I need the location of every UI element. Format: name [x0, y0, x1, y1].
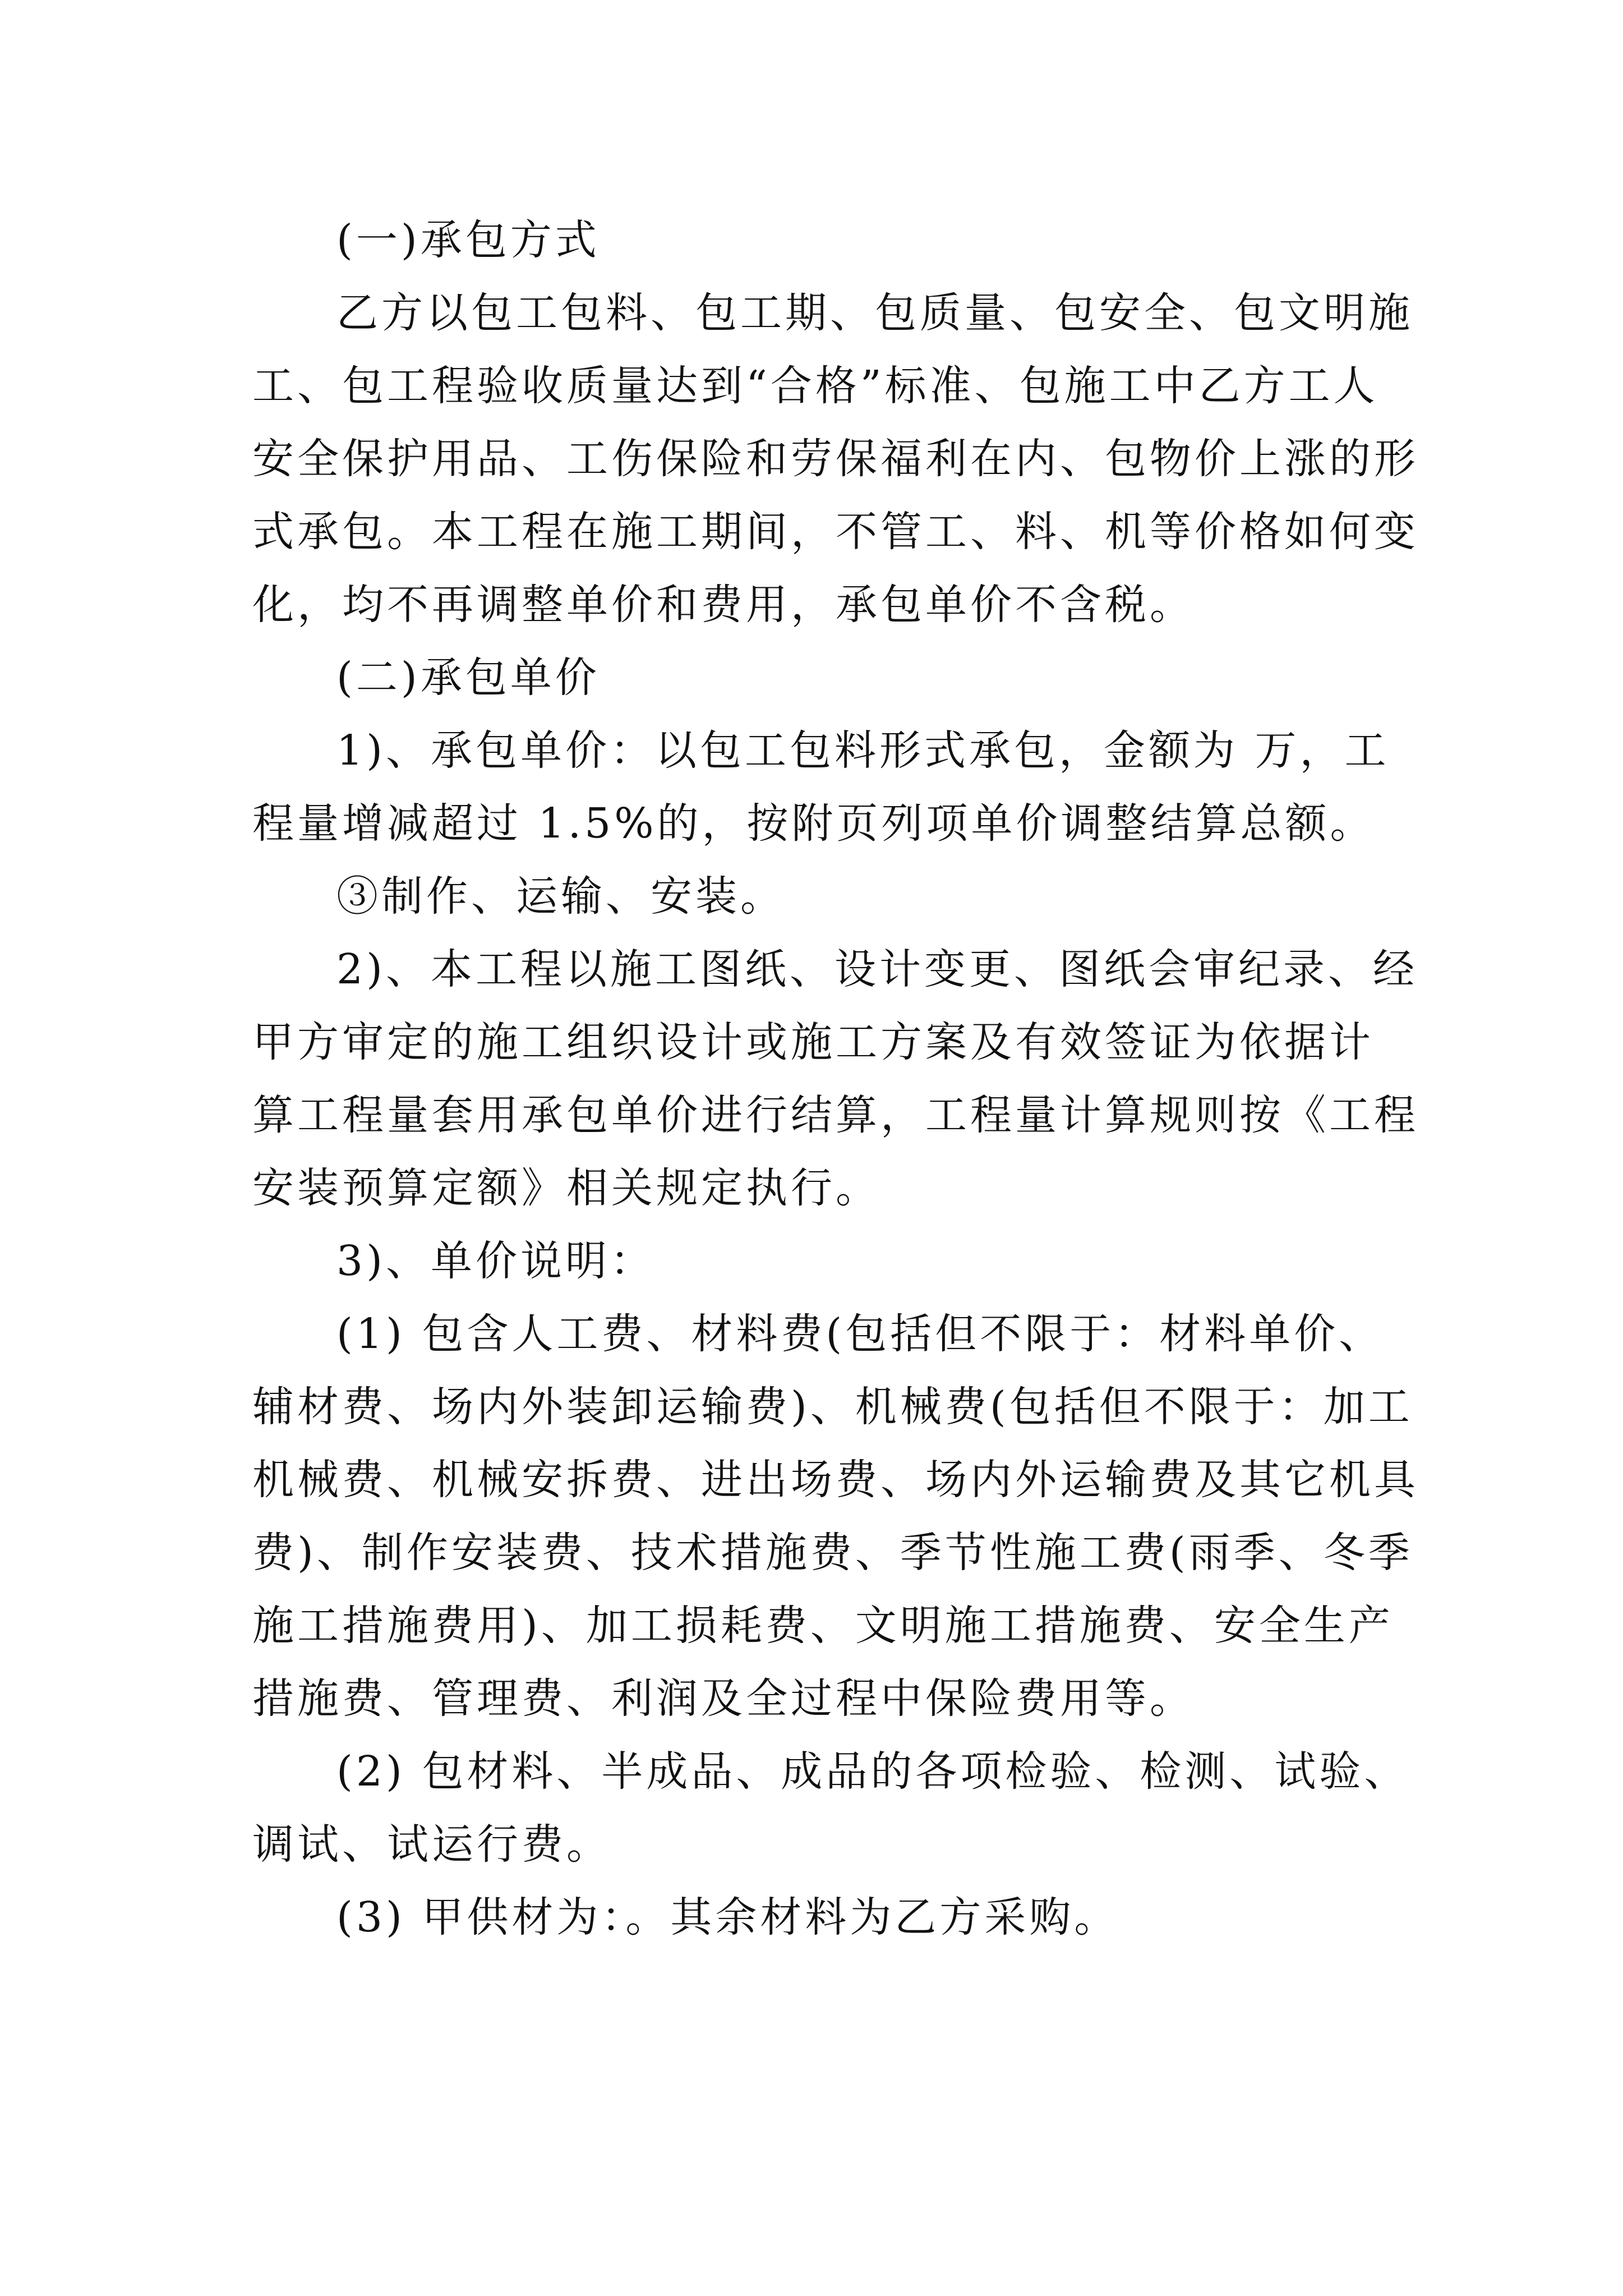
heading-contract-method: (一)承包方式 — [336, 216, 600, 264]
paragraph-line: 措施费、管理费、利润及全过程中保险费用等。 — [252, 1674, 1195, 1723]
paragraph-line: 程量增减超过 1.5%的，按附页列项单价调整结算总额。 — [252, 799, 1375, 848]
paragraph-line: 1)、承包单价：以包工包料形式承包，金额为 万，工 — [336, 726, 1390, 775]
paragraph-line: 机械费、机械安拆费、进出场费、场内外运输费及其它机具 — [252, 1456, 1419, 1504]
paragraph-line: 化，均不再调整单价和费用，承包单价不含税。 — [252, 581, 1195, 629]
paragraph-line: 施工措施费用)、加工损耗费、文明施工措施费、安全生产 — [252, 1602, 1394, 1650]
paragraph-line: 调试、试运行费。 — [252, 1820, 611, 1869]
heading-unit-price: (二)承包单价 — [336, 654, 600, 702]
paragraph-line: ③制作、运输、安装。 — [336, 872, 785, 921]
paragraph-line: 安全保护用品、工伤保险和劳保福利在内、包物价上涨的形 — [252, 435, 1419, 483]
paragraph-line: 乙方以包工包料、包工期、包质量、包安全、包文明施 — [336, 289, 1413, 337]
paragraph-line: 费)、制作安装费、技术措施费、季节性施工费(雨季、冬季 — [252, 1529, 1413, 1577]
paragraph-line: 式承包。本工程在施工期间，不管工、料、机等价格如何变 — [252, 508, 1419, 556]
paragraph-line: (2) 包材料、半成品、成品的各项检验、检测、试验、 — [336, 1747, 1409, 1796]
paragraph-line: 3)、单价说明： — [336, 1237, 655, 1285]
paragraph-line: 2)、本工程以施工图纸、设计变更、图纸会审纪录、经 — [336, 945, 1418, 993]
paragraph-line: (1) 包含人工费、材料费(包括但不限于：材料单价、 — [336, 1310, 1384, 1358]
paragraph-line: 辅材费、场内外装卸运输费)、机械费(包括但不限于：加工 — [252, 1383, 1413, 1431]
paragraph-line: 甲方审定的施工组织设计或施工方案及有效签证为依据计 — [252, 1018, 1374, 1066]
paragraph-line: 算工程量套用承包单价进行结算，工程量计算规则按《工程 — [252, 1091, 1419, 1139]
paragraph-line: (3) 甲供材为：。其余材料为乙方采购。 — [336, 1893, 1119, 1941]
paragraph-line: 工、包工程验收质量达到“合格”标准、包施工中乙方工人 — [252, 362, 1378, 410]
paragraph-line: 安装预算定额》相关规定执行。 — [252, 1164, 880, 1212]
